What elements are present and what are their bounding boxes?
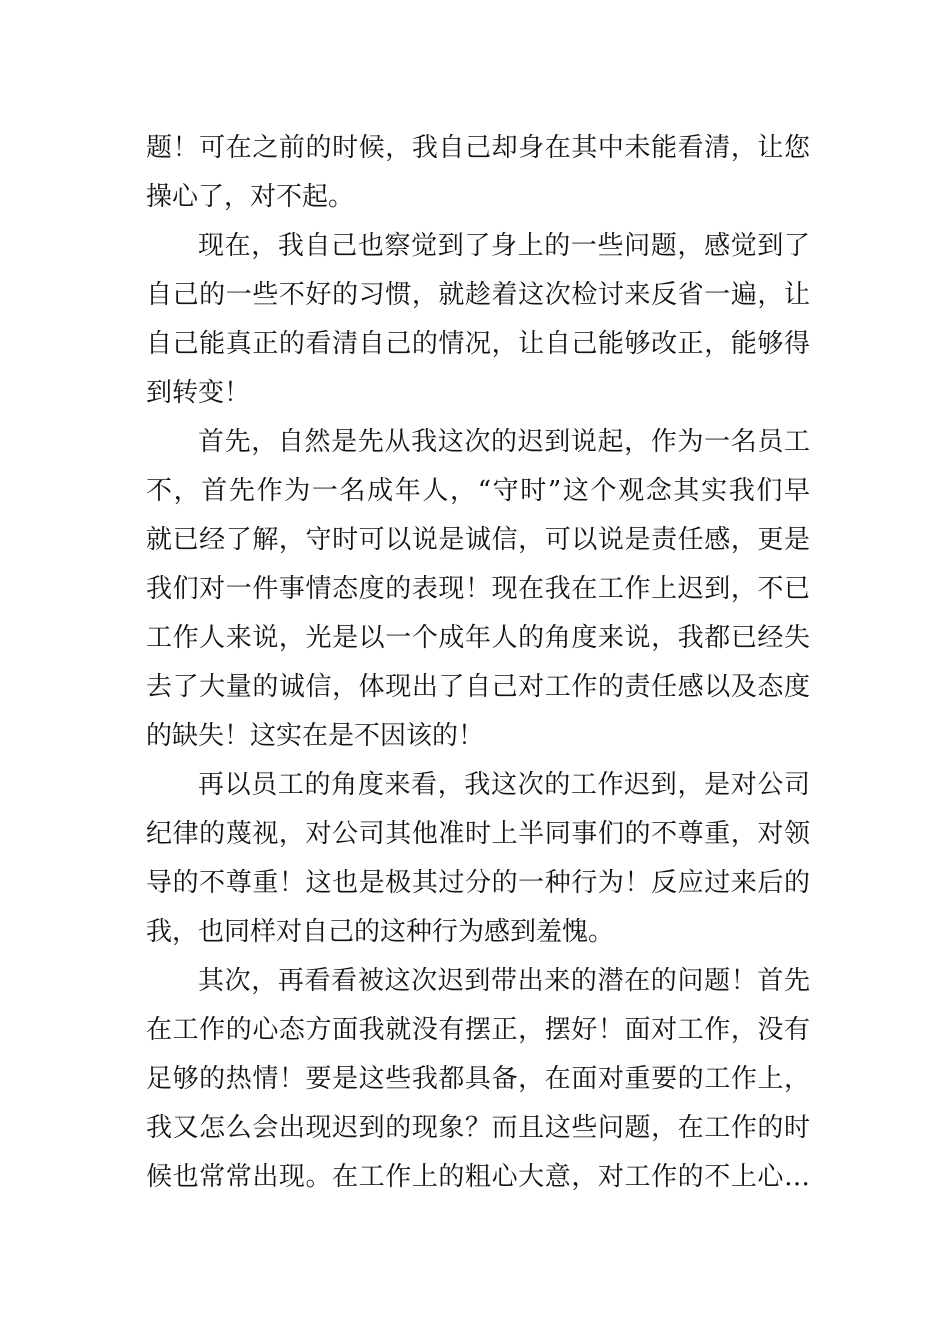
text-line: 其次，再看看被这次迟到带出来的潜在的问题！首先 [198, 966, 810, 996]
text-line: 自己的一些不好的习惯，就趁着这次检讨来反省一遍，让 [146, 280, 810, 310]
text-line: 去了大量的诚信，体现出了自己对工作的责任感以及态度 [146, 672, 810, 702]
document-body [146, 124, 810, 1202]
text-line: 再以员工的角度来看，我这次的工作迟到，是对公司 [198, 770, 810, 800]
text-line: 不，首先作为一名成年人，“守时”这个观念其实我们早 [146, 476, 810, 506]
text-line: 的缺失！这实在是不因该的！ [146, 721, 485, 751]
text-line: 自己能真正的看清自己的情况，让自己能够改正，能够得 [146, 329, 810, 359]
text-line: 纪律的蔑视，对公司其他准时上半同事们的不尊重，对领 [146, 819, 810, 849]
text-line: 我又怎么会出现迟到的现象？而且这些问题，在工作的时 [146, 1113, 810, 1143]
text-line: 我们对一件事情态度的表现！现在我在工作上迟到，不已 [146, 574, 810, 604]
text-line: 我，也同样对自己的这种行为感到羞愧。 [146, 917, 615, 947]
text-line: 就已经了解，守时可以说是诚信，可以说是责任感，更是 [146, 525, 810, 555]
text-line: 现在，我自己也察觉到了身上的一些问题，感觉到了 [198, 231, 810, 261]
text-line: 导的不尊重！这也是极其过分的一种行为！反应过来后的 [146, 868, 810, 898]
text-line: 题！可在之前的时候，我自己却身在其中未能看清，让您 [146, 133, 810, 163]
text-line: 候也常常出现。在工作上的粗心大意，对工作的不上心… [146, 1162, 810, 1192]
text-line: 在工作的心态方面我就没有摆正，摆好！面对工作，没有 [146, 1015, 810, 1045]
text-line: 首先，自然是先从我这次的迟到说起，作为一名员工 [198, 427, 810, 457]
text-line: 到转变！ [146, 378, 251, 408]
text-line: 工作人来说，光是以一个成年人的角度来说，我都已经失 [146, 623, 810, 653]
text-line: 操心了，对不起。 [146, 182, 355, 212]
text-line: 足够的热情！要是这些我都具备，在面对重要的工作上， [146, 1064, 810, 1094]
